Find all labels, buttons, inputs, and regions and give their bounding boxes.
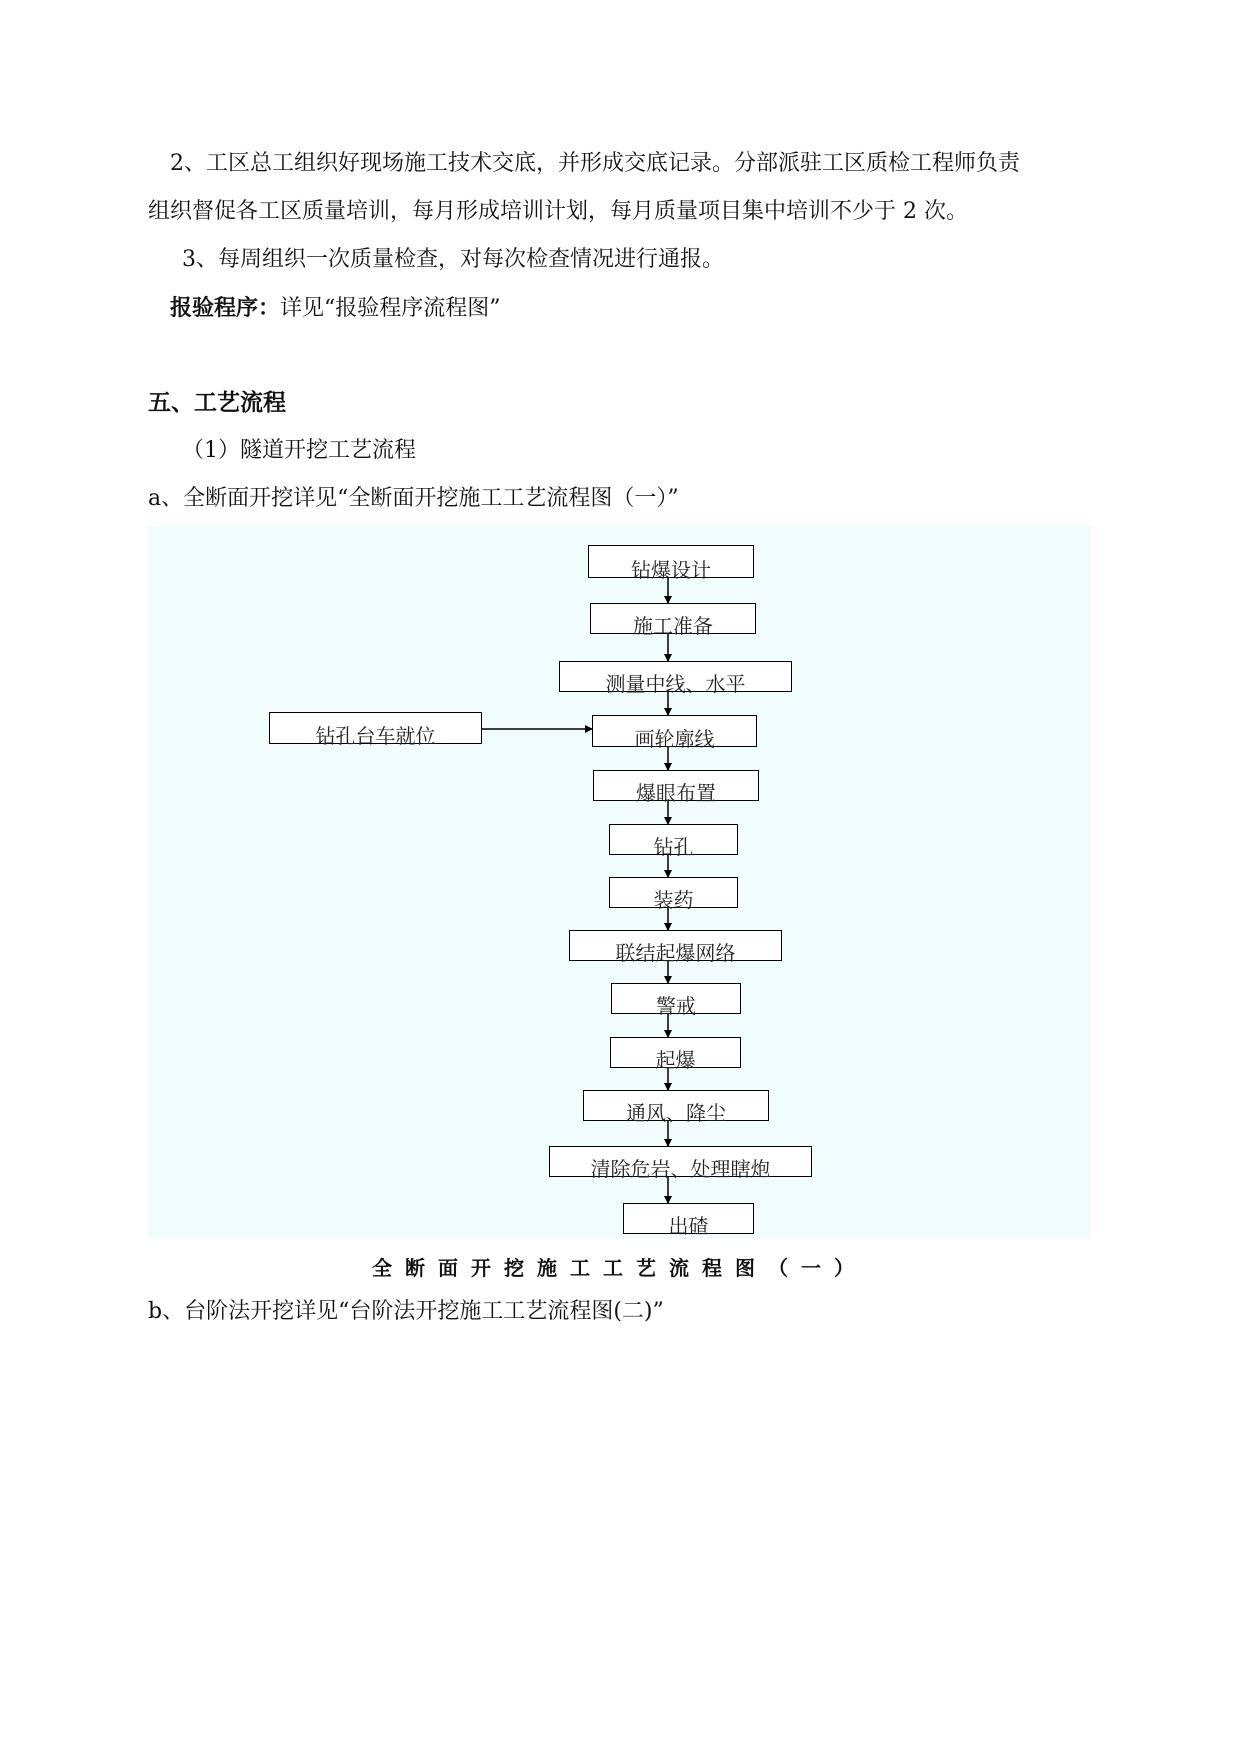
flow-step-3: 测量中线、水平 [559,661,792,692]
flow-step-9: 警戒 [611,983,741,1014]
item-b: b、台阶法开挖详见“台阶法开挖施工工艺流程图(二)” [148,1299,664,1324]
item-a: a、全断面开挖详见“全断面开挖施工工艺流程图（一）” [148,486,679,511]
section-heading: 五、工艺流程 [148,390,286,416]
report-procedure-label: 报验程序： [170,296,281,321]
flow-step-5: 爆眼布置 [593,770,759,801]
flow-step-12: 清除危岩、处理瞎炮 [549,1146,812,1177]
flow-step-1: 钻爆设计 [588,545,754,578]
excavation-flowchart [148,526,1091,1239]
subsection-1: （1）隧道开挖工艺流程 [182,438,416,463]
flow-step-11: 通风、降尘 [583,1090,769,1121]
paragraph-3: 3、每周组织一次质量检查，对每次检查情况进行通报。 [182,247,724,272]
flow-step-10: 起爆 [610,1037,741,1068]
report-procedure-line [170,294,501,324]
flow-step-7: 装药 [609,877,738,908]
flow-step-13: 出碴 [623,1203,754,1234]
flowchart-caption: 全断面开挖施工工艺流程图（一） [372,1256,867,1280]
flow-side-step: 钻孔台车就位 [269,712,482,744]
flow-step-6: 钻孔 [609,824,738,855]
flow-step-2: 施工准备 [590,603,756,634]
flow-step-4: 画轮廓线 [592,715,757,747]
flow-step-8: 联结起爆网络 [569,930,782,961]
paragraph-2-line-1: 2、工区总工组织好现场施工技术交底，并形成交底记录。分部派驻工区质检工程师负责 [170,151,1020,176]
report-procedure-text: 详见“报验程序流程图” [280,296,501,321]
paragraph-2-line-2: 组织督促各工区质量培训，每月形成培训计划，每月质量项目集中培训不少于 2 次。 [148,199,968,224]
